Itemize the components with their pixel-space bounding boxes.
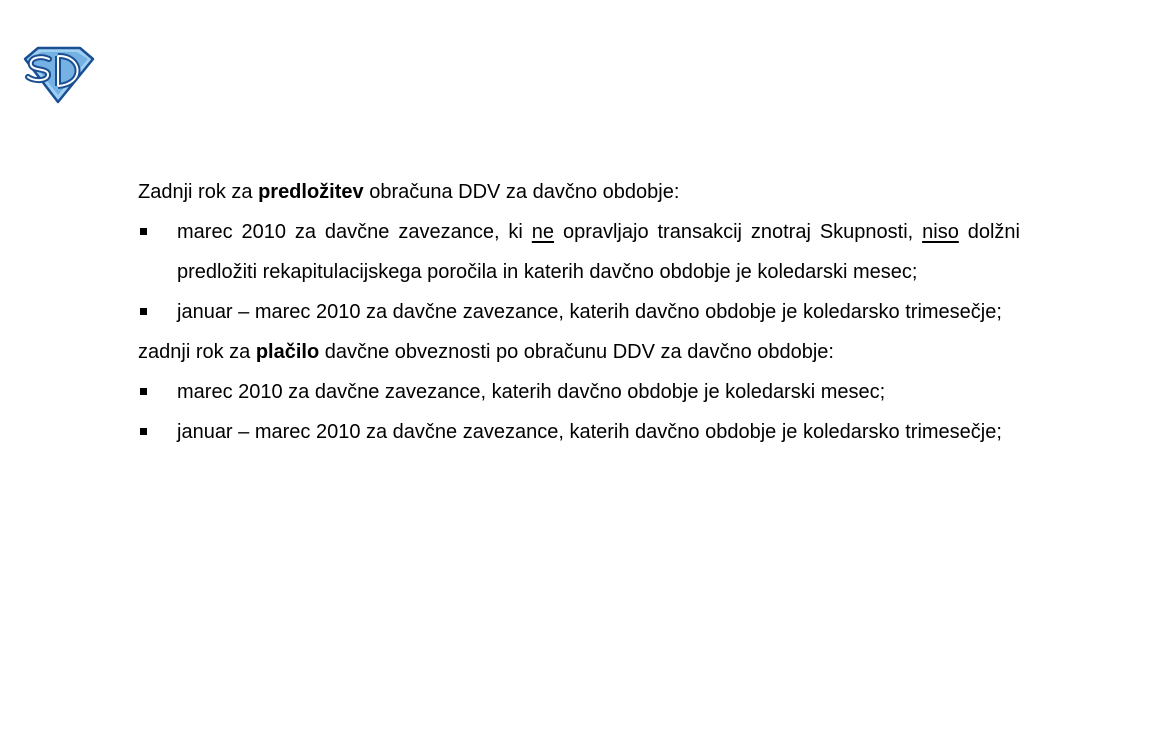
list-item [138, 292, 1020, 332]
list-item-text: opravljajo transakcij znotraj Skupnosti, [554, 221, 923, 243]
intro-text: Zadnji rok za [138, 181, 259, 203]
payment-deadline-intro [138, 332, 1020, 372]
list-item-text: dolžni predložiti rekapitulacijskega poročila in katerih davčno obdobje je koledarski mesec; [177, 221, 1020, 283]
underlined-text: ne [531, 221, 555, 243]
payment-submission-intro [138, 172, 1020, 212]
list-item [138, 412, 1020, 452]
intro-text: zadnji rok za [138, 341, 256, 363]
logo [22, 46, 96, 104]
bullet-square-icon [140, 228, 147, 235]
bullet-square-icon [140, 388, 147, 395]
list-item-text: marec 2010 za davčne zavezance, katerih davčno obdobje je koledarski mesec; [177, 381, 886, 403]
bullet-square-icon [140, 428, 147, 435]
list-item-text: januar – marec 2010 za davčne zavezance, katerih davčno obdobje je koledarsko trimesečje; [177, 421, 1002, 443]
list-item [138, 212, 1020, 292]
intro-text: davčne obveznosti po obračunu DDV za davčno obdobje: [319, 341, 834, 363]
intro-text: obračuna DDV za davčno obdobje: [363, 181, 680, 203]
list-item-text: marec 2010 za davčne zavezance, ki [177, 221, 532, 243]
underlined-text: niso [922, 221, 959, 243]
document-body [138, 172, 1020, 452]
list-item-text: januar – marec 2010 za davčne zavezance, katerih davčno obdobje je koledarsko trimesečje; [177, 301, 1002, 323]
bullet-square-icon [140, 308, 147, 315]
intro-bold-text: predložitev [258, 181, 364, 203]
intro-bold-text: plačilo [255, 341, 320, 363]
sd-shield-icon [22, 46, 96, 104]
list-item [138, 372, 1020, 412]
